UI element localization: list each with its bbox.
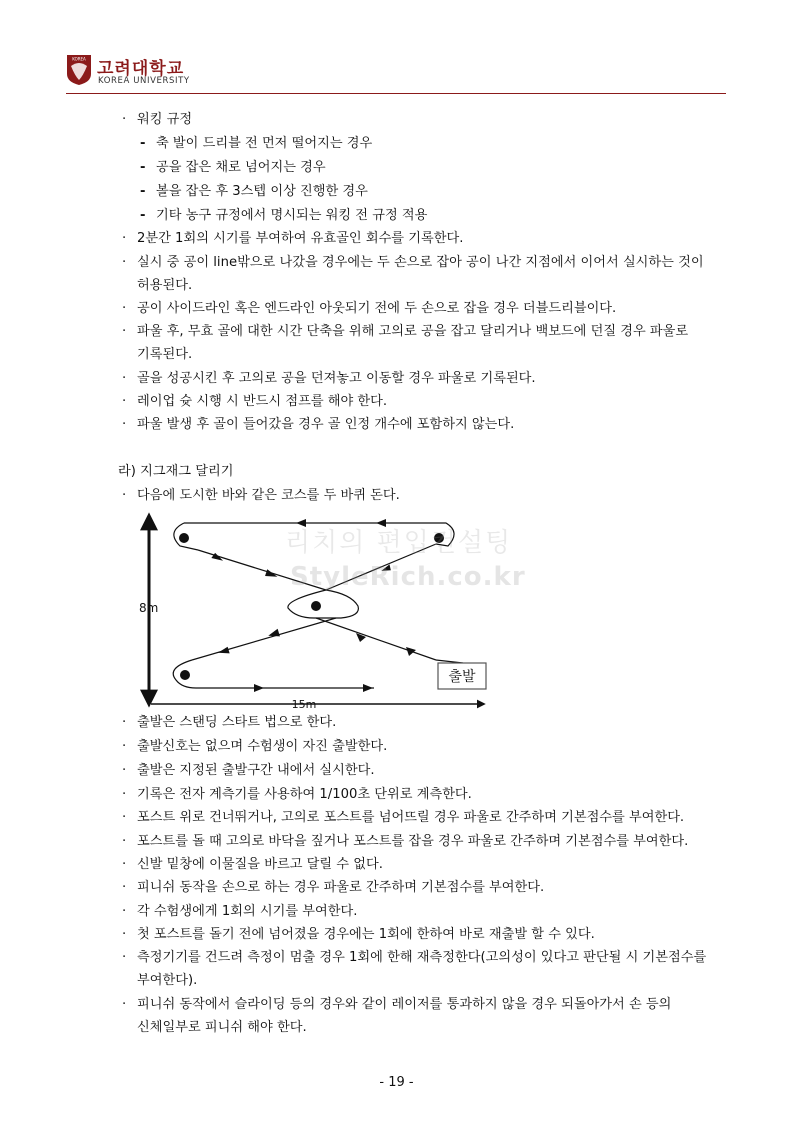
list-item: · 다음에 도시한 바와 같은 코스를 두 바퀴 돈다.	[122, 488, 400, 503]
list-item-continuation: 허용된다.	[137, 278, 193, 293]
page-header	[66, 52, 726, 94]
list-item: · 피니쉬 동작을 손으로 하는 경우 파울로 간주하며 기본점수를 부여한다.	[122, 880, 545, 895]
list-item: - 기타 농구 규정에서 명시되는 워킹 전 규정 적용	[140, 208, 428, 223]
list-item: · 파울 발생 후 골이 들어갔을 경우 골 인정 개수에 포함하지 않는다.	[122, 417, 515, 432]
header-divider	[66, 93, 726, 94]
diagonal-path	[326, 544, 436, 590]
top-loop	[184, 523, 454, 546]
list-item: · 피니쉬 동작에서 슬라이딩 등의 경우와 같이 레이저를 통과하지 않을 경우 되돌아가서 손 등의	[122, 997, 672, 1012]
list-item: · 첫 포스트를 돌기 전에 넘어졌을 경우에는 1회에 한하여 바로 재출발 할 수 있다.	[122, 927, 595, 942]
list-item: - 볼을 잡은 후 3스텝 이상 진행한 경우	[140, 184, 368, 199]
list-item: · 기록은 전자 계측기를 사용하여 1/100초 단위로 계측한다.	[122, 787, 472, 802]
diagonal-path	[316, 618, 436, 660]
section-heading: 라) 지그재그 달리기	[118, 464, 234, 479]
width-label: 15m	[291, 698, 317, 711]
list-item: · 신발 밑창에 이물질을 바르고 달릴 수 없다.	[122, 857, 383, 872]
list-item: · 출발은 스탠딩 스타트 법으로 한다.	[122, 715, 337, 730]
post-top-left	[179, 533, 189, 543]
post-middle	[311, 601, 321, 611]
post-top-right	[434, 533, 444, 543]
list-item: · 출발신호는 없으며 수험생이 자진 출발한다.	[122, 739, 388, 754]
page-number: - 19 -	[379, 1075, 414, 1090]
list-item: · 골을 성공시킨 후 고의로 공을 던져놓고 이동할 경우 파울로 기록된다.	[122, 371, 536, 386]
list-item: · 공이 사이드라인 혹은 엔드라인 아웃되기 전에 두 손으로 잡을 경우 더블드리블이다.	[122, 301, 617, 316]
list-item: - 축 발이 드리블 전 먼저 떨어지는 경우	[140, 136, 373, 151]
list-item-continuation: 기록된다.	[137, 347, 193, 362]
university-name-english: KOREA UNIVERSITY	[98, 76, 190, 86]
list-item: · 파울 후, 무효 골에 대한 시간 단축을 위해 고의로 공을 잡고 달리거나 백보드에 던질 경우 파울로	[122, 324, 689, 339]
university-crest-icon	[66, 54, 92, 86]
list-item: · 2분간 1회의 시기를 부여하여 유효골인 회수를 기록한다.	[122, 231, 464, 246]
zigzag-course-diagram	[136, 508, 496, 713]
list-item-continuation: 부여한다).	[137, 973, 198, 988]
post-bottom-left	[180, 670, 190, 680]
list-item: · 레이업 슛 시행 시 반드시 점프를 해야 한다.	[122, 394, 388, 409]
svg-text:KOREA: KOREA	[72, 56, 86, 62]
list-item: - 공을 잡은 채로 넘어지는 경우	[140, 160, 326, 175]
list-item: · 측정기기를 건드려 측정이 멈출 경우 1회에 한해 재측정한다(고의성이 있다고 판단될 시 기본점수를	[122, 950, 707, 965]
middle-loop	[288, 590, 358, 618]
list-item-continuation: 신체일부로 피니쉬 해야 한다.	[137, 1020, 307, 1035]
list-item: · 각 수험생에게 1회의 시기를 부여한다.	[122, 904, 358, 919]
diagonal-path	[192, 618, 336, 660]
list-item: · 포스트 위로 건너뛰거나, 고의로 포스트를 넘어뜨릴 경우 파울로 간주하며 기본점수를 부여한다.	[122, 810, 685, 825]
bottom-loop	[173, 660, 374, 688]
list-item: · 출발은 지정된 출발구간 내에서 실시한다.	[122, 763, 375, 778]
walking-title: · 워킹 규정	[122, 112, 193, 127]
university-name-korean: 고려대학교	[97, 59, 185, 79]
list-item: · 포스트를 돌 때 고의로 바닥을 짚거나 포스트를 잡을 경우 파울로 간주하며 기본점수를 부여한다.	[122, 834, 689, 849]
height-label: 8m	[139, 601, 159, 615]
watermark-text-korean: 리치의 편입컨설팅	[285, 528, 513, 558]
start-label: 출발	[448, 669, 476, 685]
list-item: · 실시 중 공이 line밖으로 나갔을 경우에는 두 손으로 잡아 공이 나간 지점에서 이어서 실시하는 것이	[122, 255, 704, 270]
watermark-text-url: StyleRich.co.kr	[290, 562, 526, 592]
